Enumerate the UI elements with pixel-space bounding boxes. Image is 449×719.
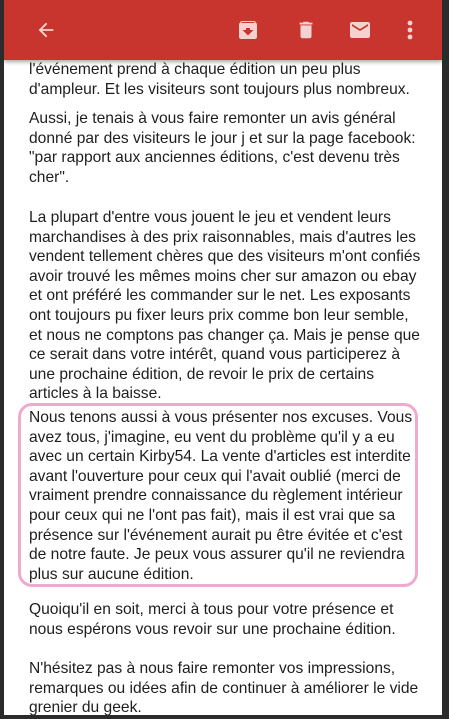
archive-icon	[236, 18, 260, 42]
trash-icon	[295, 18, 317, 42]
delete-button[interactable]	[288, 12, 324, 48]
arrow-left-icon	[35, 19, 57, 41]
email-paragraph: l'événement prend à chaque édition un peu plus d'ampleur. Et les visiteurs sont toujours plus nombreux.	[29, 61, 410, 98]
mark-unread-button[interactable]	[342, 12, 378, 48]
email-paragraph: Aussi, je tenais à vous faire remonter un avis général donné par des visiteurs le jour j et sur la page facebook: "par rapport aux anciennes éditions, c'est devenu très cher".	[29, 110, 416, 186]
envelope-icon	[347, 18, 373, 42]
email-paragraph: Quoiqu'il en soit, merci à tous pour votre présence et nous espérons vous revoir sur une prochaine édition.	[29, 601, 396, 638]
app-toolbar	[4, 0, 442, 60]
email-paragraph: N'hésitez pas à nous faire remonter vos impressions, remarques ou idées afin de continuer à améliorer le vide grenier du geek.	[29, 660, 419, 715]
more-options-button[interactable]	[392, 12, 428, 48]
email-view	[4, 0, 442, 715]
email-paragraph-highlighted: Nous tenons aussi à vous présenter nos excuses. Vous avez tous, j'imagine, eu vent du problème qu'il y a eu avec un certain Kirby54. La vente d'articles est interdite avant l'ouverture pour ceux qui l'avait oublié (merci de vraiment prendre connaissance du règlement intérieur pour ceux qui ne l'ont pas fait), mais il est vrai que sa présence sur l'événement aurait pu être évitée et c'est de notre faute. Je peux vous assurer qu'il ne reviendra plus sur aucune édition.	[29, 409, 413, 583]
more-vertical-icon	[406, 18, 414, 42]
archive-button[interactable]	[230, 12, 266, 48]
email-paragraph: La plupart d'entre vous jouent le jeu et vendent leurs marchandises à des prix raisonnables, mais d'autres les vendent tellement chères que des visiteurs m'ont confiés avoir trouvé les mêmes moins cher sur amazon ou ebay et ont préféré les commander sur le net. Les exposants ont toujours pu fixer leurs prix comme bon leur semble, et nous ne comptons pas changer ça. Mais je pense que ce serait dans votre intérêt, quand vous participerez à une prochaine édition, de revoir le prix de certains articles à la baisse.	[29, 209, 421, 403]
back-button[interactable]	[28, 12, 64, 48]
